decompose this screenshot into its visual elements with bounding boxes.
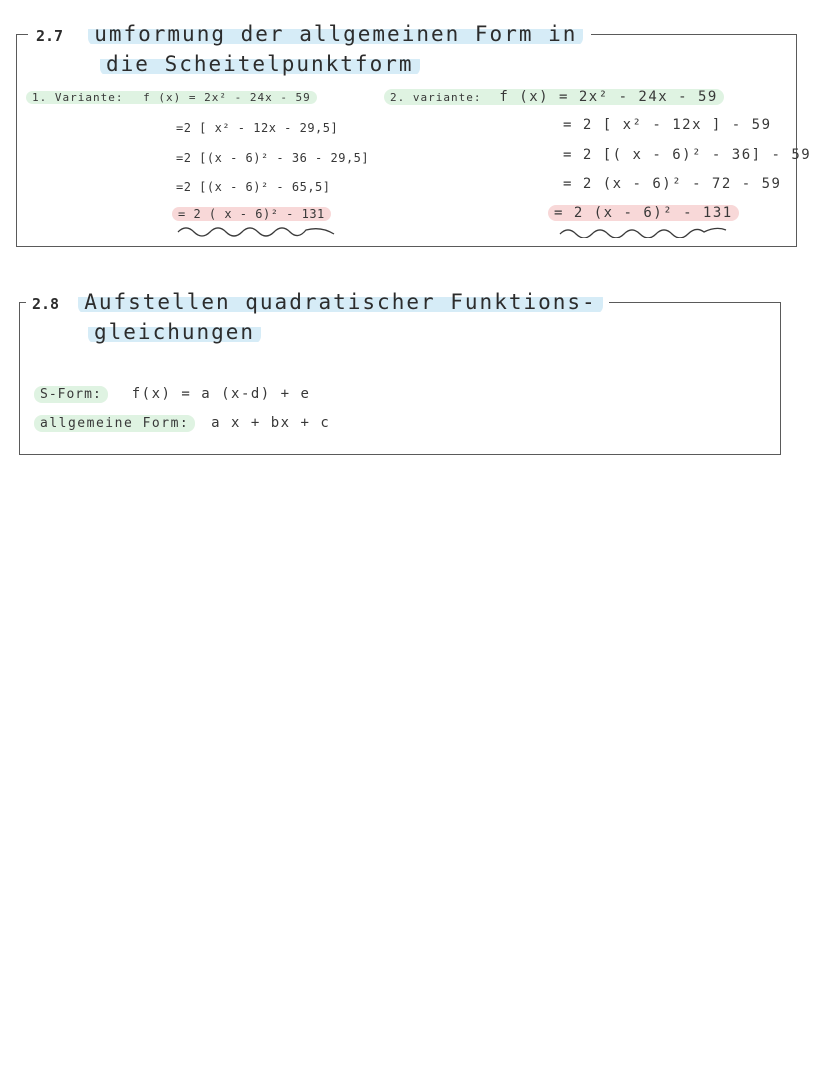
variant1-equation: f (x) = 2x² - 24x - 59: [143, 91, 311, 104]
variant1-result: = 2 ( x - 6)² - 131: [172, 207, 331, 221]
variant2-step-2: = 2 [( x - 6)² - 36] - 59: [563, 147, 812, 163]
section-28-heading-line2: [88, 322, 261, 343]
variant2-label-wrap: [384, 89, 724, 105]
variant1-step-2: =2 [(x - 6)² - 36 - 29,5]: [176, 151, 370, 165]
variant1-step-3: =2 [(x - 6)² - 65,5]: [176, 180, 331, 194]
section-27-number: 2.7: [36, 27, 64, 45]
s-form-label: S-Form:: [34, 386, 108, 403]
general-form-row: [34, 416, 330, 430]
section-28-number: 2.8: [32, 295, 60, 313]
general-form-label: allgemeine Form:: [34, 415, 195, 432]
section-27-title-line1: umformung der allgemeinen Form in: [88, 22, 583, 46]
section-27-heading: [28, 24, 591, 45]
variant1-squiggle: [176, 222, 336, 238]
section-27-heading-line2: [96, 54, 424, 75]
variant2-result: = 2 (x - 6)² - 131: [548, 205, 739, 221]
variant2-label: 2. variante:: [390, 91, 482, 104]
variant2-step-1: = 2 [ x² - 12x ] - 59: [563, 117, 772, 133]
s-form-row: [34, 387, 310, 401]
variant1-step-1: =2 [ x² - 12x - 29,5]: [176, 121, 339, 135]
section-28-title-line1: Aufstellen quadratischer Funktions-: [78, 290, 603, 314]
section-28-title-line2: gleichungen: [88, 320, 261, 344]
variant1-label-wrap: [26, 91, 317, 104]
section-27-title-line2: die Scheitelpunktform: [100, 52, 420, 76]
variant2-squiggle: [558, 222, 728, 238]
variant2-step-3: = 2 (x - 6)² - 72 - 59: [563, 176, 782, 192]
variant1-label: 1. Variante:: [32, 91, 124, 104]
s-form-formula: f(x) = a (x-d) + e: [131, 386, 311, 402]
general-form-formula: a x + bx + c: [211, 415, 331, 431]
section-28-heading: [26, 292, 609, 313]
variant2-equation: f (x) = 2x² - 24x - 59: [499, 89, 718, 105]
